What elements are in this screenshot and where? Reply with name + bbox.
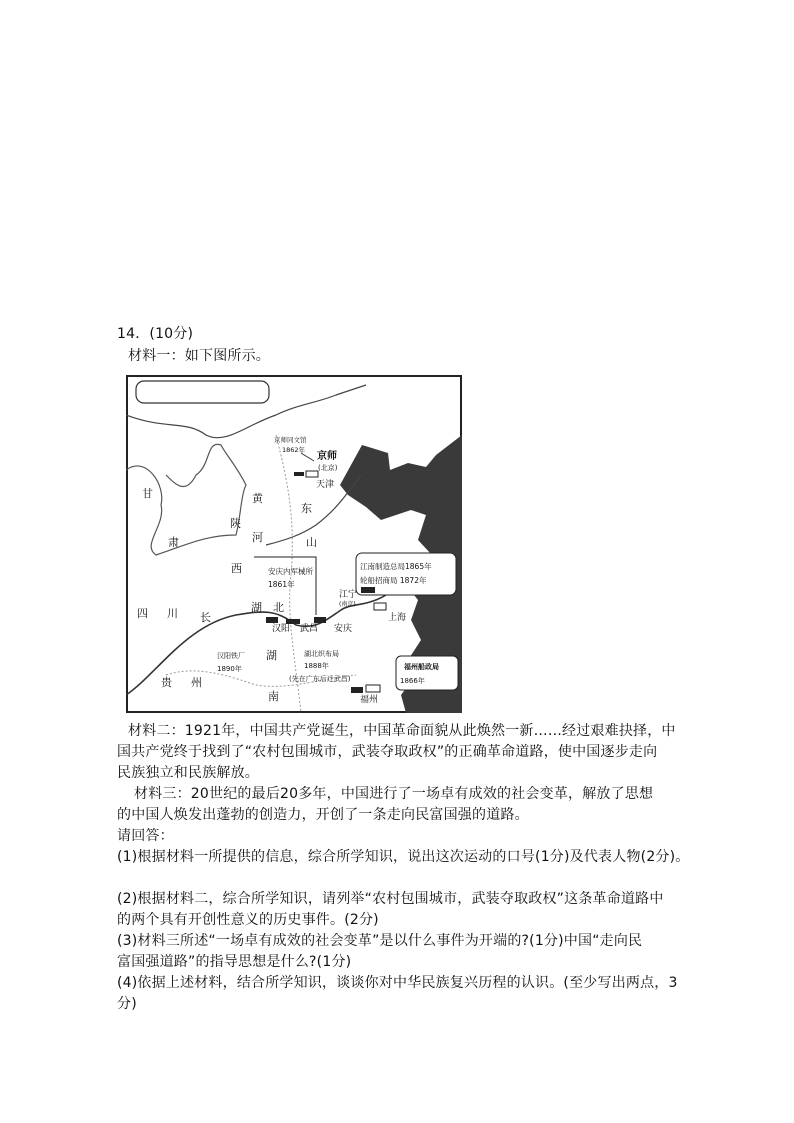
- callout-text: 湖北织布局: [304, 650, 339, 658]
- callout-text: 1890年: [217, 665, 242, 673]
- material2-line: 民族独立和民族解放。: [117, 765, 259, 781]
- city-label: 江宁: [339, 590, 358, 600]
- province-label: 陕: [230, 517, 241, 530]
- province-label: 四: [137, 607, 148, 620]
- sub-question-1: (1)根据材料一所提供的信息，综合所学知识，说出这次运动的口号(1分)及代表人物(2分)。: [117, 849, 690, 865]
- city-label: 福州: [360, 695, 379, 705]
- city-label: 汉阳: [272, 624, 291, 634]
- material2-line: 国共产党终于找到了“农村包围城市，武装夺取政权”的正确革命道路，使中国逐步走向: [117, 744, 658, 760]
- map-title-box: [136, 381, 269, 403]
- province-label: 肃: [168, 536, 179, 549]
- city-label: 武昌: [300, 624, 319, 634]
- material1-intro: 材料一：如下图所示。: [128, 348, 270, 364]
- city-label: 天津: [316, 480, 335, 490]
- sub-question-2: 的两个具有开创性意义的历史事件。(2分): [117, 912, 379, 928]
- province-label: 长: [200, 611, 211, 624]
- province-label: 北: [273, 601, 284, 614]
- callout-text: 京师同文馆: [274, 436, 307, 444]
- material3-line: 材料三：20世纪的最后20多年，中国进行了一场卓有成效的社会变革，解放了思想: [134, 786, 654, 802]
- province-label: 南: [268, 690, 279, 703]
- sub-question-3: (3)材料三所述“一场卓有成效的社会变革”是以什么事件为开端的?(1分)中国“走向民: [117, 933, 643, 949]
- province-label: 甘: [142, 487, 153, 500]
- province-label: 河: [252, 531, 263, 544]
- answer-prompt: 请回答：: [117, 828, 174, 844]
- province-label: 州: [191, 676, 202, 689]
- callout-text: 1862年: [282, 446, 306, 454]
- province-label: 西: [231, 562, 242, 575]
- city-label: (南京): [339, 601, 356, 608]
- province-label: 贵: [161, 676, 172, 689]
- material3-line: 的中国人焕发出蓬勃的创造力，开创了一条走向民富国强的道路。: [117, 807, 529, 823]
- sub-question-3: 富国强道路”的指导思想是什么?(1分): [117, 954, 352, 970]
- province-label: 山: [306, 536, 317, 549]
- callout-text: 汉阳铁厂: [217, 652, 245, 660]
- callout-text: 1861年: [268, 580, 295, 589]
- material2-line: 材料二：1921年，中国共产党诞生，中国革命面貌从此焕然一新……经过艰难抉择，中: [128, 723, 676, 739]
- callout-text: 轮船招商局 1872年: [360, 576, 427, 585]
- callout-text: 福州船政局: [404, 663, 439, 671]
- sub-question-4: (4)依据上述材料，结合所学知识，谈谈你对中华民族复兴历程的认识。(至少写出两点，3: [117, 975, 678, 991]
- history-map: [126, 375, 462, 713]
- callout-text: 1866年: [400, 677, 425, 685]
- province-label: 湖: [266, 649, 277, 662]
- city-label: 京师: [317, 451, 337, 462]
- province-label: 东: [301, 502, 312, 515]
- city-label: 安庆: [334, 624, 353, 634]
- province-label: 湖: [251, 601, 262, 614]
- callout-text: 安庆内军械所: [268, 567, 313, 576]
- callout-text: 江南制造总局1865年: [360, 562, 432, 571]
- sub-question-4: 分): [117, 996, 137, 1012]
- city-label: 上海: [388, 613, 407, 623]
- callout-text: 1888年: [304, 662, 329, 670]
- province-label: 川: [167, 607, 178, 620]
- province-label: 黄: [252, 492, 263, 505]
- city-label: (北京): [318, 464, 338, 472]
- sub-question-2: (2)根据材料二，综合所学知识，请列举“农村包围城市，武装夺取政权”这条革命道路中: [117, 891, 664, 907]
- callout-text: (先在广东后迁武昌): [289, 675, 351, 683]
- question-number: 14．(10分): [117, 326, 194, 342]
